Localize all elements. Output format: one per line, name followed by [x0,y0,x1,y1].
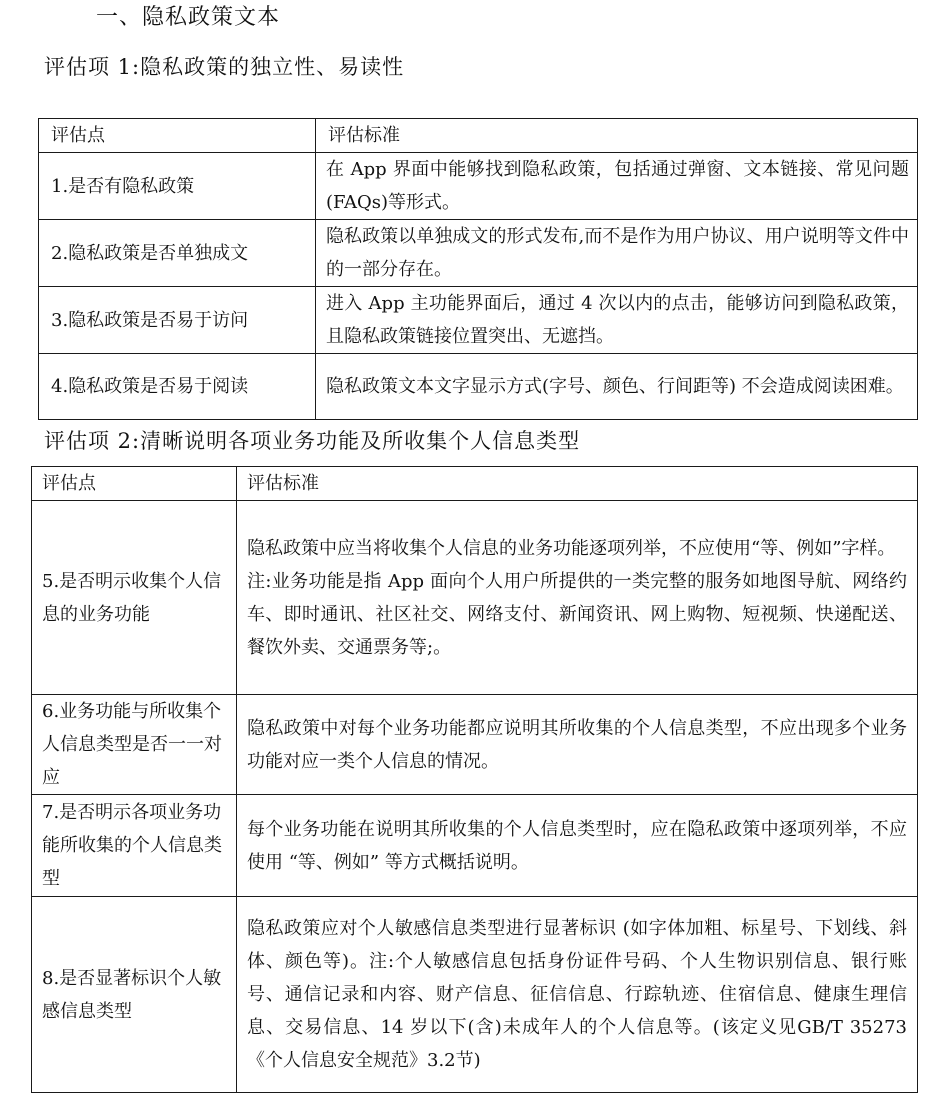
eval-standard: 隐私政策中对每个业务功能都应说明其所收集的个人信息类型，不应出现多个业务功能对应一类个人信息的情况。 [237,695,918,795]
eval-point: 6.业务功能与所收集个人信息类型是否一一对应 [32,695,237,795]
table-row [32,897,918,1093]
header-standard: 评估标准 [237,467,918,501]
table-row [39,287,918,354]
table-header-row [39,119,918,153]
eval-point: 7.是否明示各项业务功能所收集的个人信息类型 [32,795,237,897]
eval-point: 4.隐私政策是否易于阅读 [39,354,316,420]
eval-point: 5.是否明示收集个人信息的业务功能 [32,501,237,695]
header-point: 评估点 [32,467,237,501]
table-row [39,153,918,220]
table-header-row [32,467,918,501]
eval-standard: 隐私政策以单独成文的形式发布,而不是作为用户协议、用户说明等文件中的一部分存在。 [316,220,918,287]
eval-standard: 在 App 界面中能够找到隐私政策，包括通过弹窗、文本链接、常见问题(FAQs)等形式。 [316,153,918,220]
header-standard: 评估标准 [316,119,918,153]
eval-standard: 隐私政策应对个人敏感信息类型进行显著标识 (如字体加粗、标星号、下划线、斜体、颜色等)。注:个人敏感信息包括身份证件号码、个人生物识别信息、银行账号、通信记录和内容、财产信息、征信信息、行踪轨迹、住宿信息、健康生理信息、交易信息、14 岁以下(含)未成年人的个人信息等。(该定义见GB/T 35273《个人信息安全规范》3.2节) [237,897,918,1093]
standard-text: 隐私政策中应当将收集个人信息的业务功能逐项列举，不应使用“等、例如”字样。 [247,537,896,559]
standard-note: 注:业务功能是指 App 面向个人用户所提供的一类完整的服务如地图导航、网络约车、即时通讯、社区社交、网络支付、新闻资讯、网上购物、短视频、快递配送、餐饮外卖、交通票务等;。 [247,570,907,658]
eval-standard [237,501,918,695]
table-row [32,695,918,795]
header-point: 评估点 [39,119,316,153]
section-heading: 一、隐私政策文本 [96,5,281,30]
table-row [32,795,918,897]
item2-title: 评估项 2:清晰说明各项业务功能及所收集个人信息类型 [44,429,581,453]
eval-standard: 进入 App 主功能界面后，通过 4 次以内的点击，能够访问到隐私政策，且隐私政策链接位置突出、无遮挡。 [316,287,918,354]
table-row [39,354,918,420]
table-row [32,501,918,695]
eval-point: 1.是否有隐私政策 [39,153,316,220]
item1-title: 评估项 1:隐私政策的独立性、易读性 [44,55,405,79]
eval-standard: 隐私政策文本文字显示方式(字号、颜色、行间距等) 不会造成阅读困难。 [316,354,918,420]
eval-standard: 每个业务功能在说明其所收集的个人信息类型时，应在隐私政策中逐项列举，不应使用 “等、例如” 等方式概括说明。 [237,795,918,897]
item2-table [31,466,918,1093]
eval-point: 2.隐私政策是否单独成文 [39,220,316,287]
eval-point: 8.是否显著标识个人敏感信息类型 [32,897,237,1093]
item1-table [38,118,918,420]
eval-point: 3.隐私政策是否易于访问 [39,287,316,354]
table-row [39,220,918,287]
